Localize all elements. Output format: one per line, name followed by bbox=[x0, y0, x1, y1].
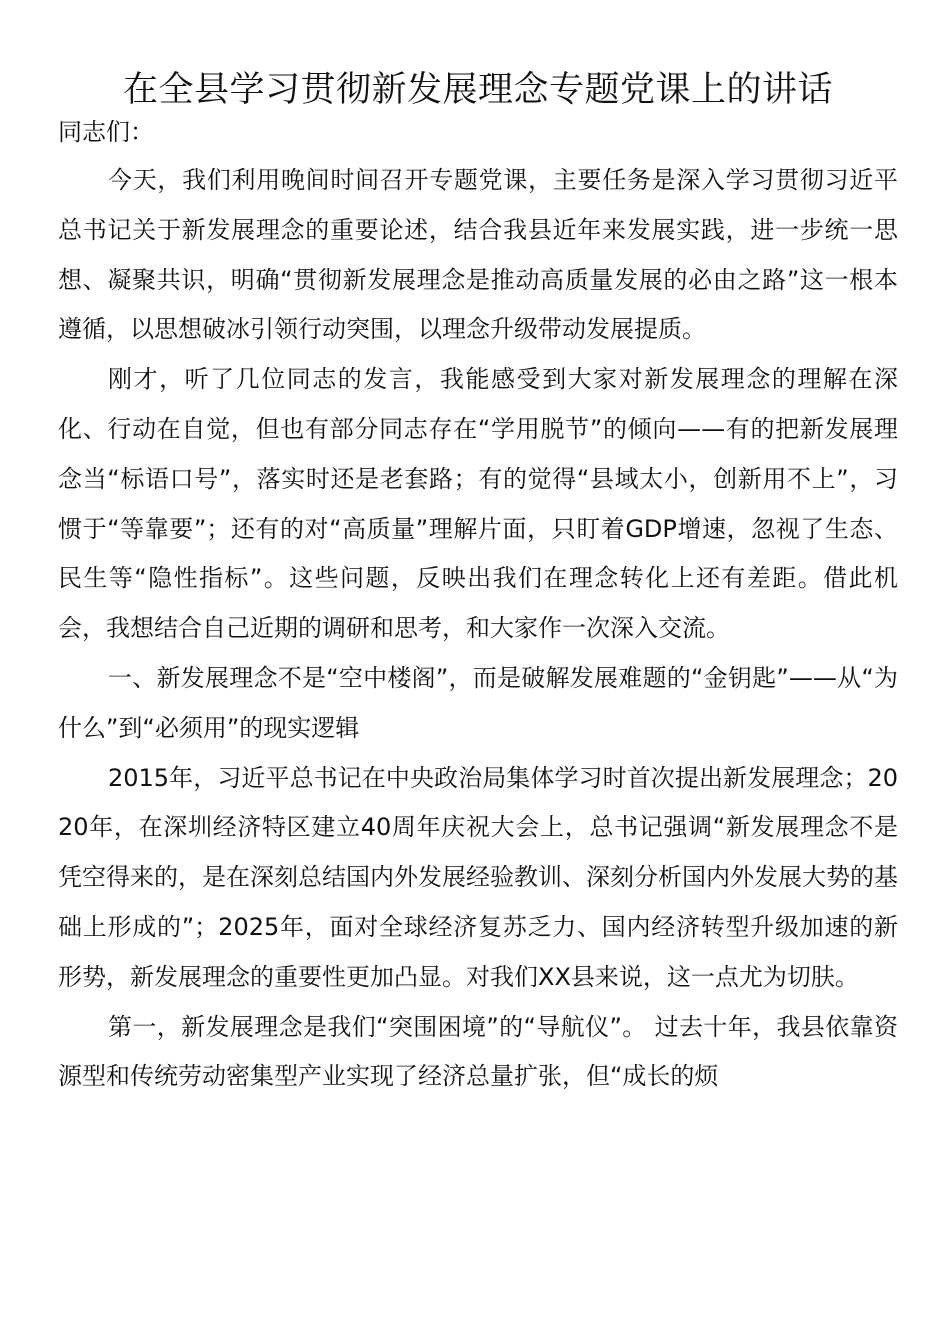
document-title: 在全县学习贯彻新发展理念专题党课上的讲话 bbox=[122, 70, 833, 110]
section-heading-1: 一、新发展理念不是“空中楼阁”，而是破解发展难题的“金钥匙”——从“为什么”到“必须用”的现实逻辑 bbox=[58, 663, 898, 742]
paragraph-first-point: 第一，新发展理念是我们“突围困境”的“导航仪”。 过去十年，我县依靠资源型和传统劳动密集型产业实现了经济总量扩张，但“成长的烦 bbox=[58, 1012, 898, 1091]
salutation: 同志们： bbox=[58, 118, 154, 146]
document-page bbox=[58, 64, 898, 1102]
paragraph-feedback: 刚才，听了几位同志的发言，我能感受到大家对新发展理念的理解在深化、行动在自觉，但也有部分同志存在“学用脱节”的倾向——有的把新发展理念当“标语口号”，落实时还是老套路；有的觉得“县域太小，创新用不上”，习惯于“等靠要”；还有的对“高质量”理解片面，只盯着GDP增速，忽视了生态、民生等“隐性指标”。这些问题，反映出我们在理念转化上还有差距。借此机会，我想结合自己近期的调研和思考，和大家作一次深入交流。 bbox=[58, 365, 898, 643]
paragraph-history: 2015年，习近平总书记在中央政治局集体学习时首次提出新发展理念；2020年，在深圳经济特区建立40周年庆祝大会上，总书记强调“新发展理念不是凭空得来的，是在深刻总结国内外发展经验教训、深刻分析国内外发展大势的基础上形成的”；2025年，面对全球经济复苏乏力、国内经济转型升级加速的新形势，新发展理念的重要性更加凸显。对我们XX县来说，这一点尤为切肤。 bbox=[58, 763, 898, 991]
paragraph-intro: 今天，我们利用晚间时间召开专题党课，主要任务是深入学习贯彻习近平总书记关于新发展理念的重要论述，结合我县近年来发展实践，进一步统一思想、凝聚共识，明确“贯彻新发展理念是推动高质量发展的必由之路”这一根本遵循，以思想破冰引领行动突围，以理念升级带动发展提质。 bbox=[58, 166, 898, 344]
